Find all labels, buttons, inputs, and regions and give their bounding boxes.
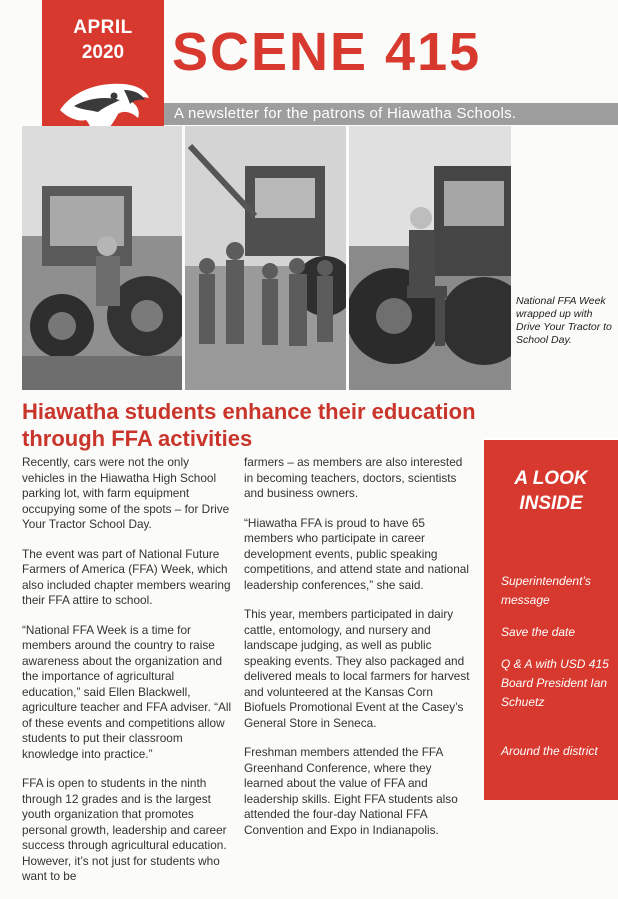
sidebar-item-superintendent: Superintendent’s message [501,574,591,607]
paragraph: The event was part of National Future Farmers of America (FFA) Week, which also included chapter members wearing their FFA attire to school. [22,546,231,607]
sidebar-divider [484,438,618,440]
sidebar-item-around-district: Around the district [501,744,598,758]
paragraph: This year, members participated in dairy cattle, entomology, and nursery and landscape judging, as well as public speaking events. They also packaged and delivered meals to local farmers for harvest and volunteered at the Kansas Corn Biofuels Promotional Event at the Casey’s General Store in Seneca. [244,607,470,730]
photo-caption: National FFA Week wrapped up with Drive Your Tractor to School Day. [516,295,612,346]
photo-student-on-tractor [22,126,182,390]
paragraph: Freshman members attended the FFA Greenhand Conference, where they learned about the value of FFA and leadership skills. Eight FFA students also attended the four-day National FFA Convention and Expo in Indianapolis. [244,745,458,837]
article-column-1 [22,455,234,899]
article-column-2 [244,455,472,852]
issue-year: 2020 [81,42,125,63]
paragraph: “Hiawatha FFA is proud to have 65 members who participate in career development events, public speaking competitions, and attend state and national leadership conferences,” she said. [244,515,469,592]
photo-group-with-sprayer [185,126,346,390]
paragraph: farmers – as members are also interested in becoming teachers, doctors, scientists and business owners. [244,455,463,500]
paragraph: FFA is open to students in the ninth through 12 grades and is the largest youth organization that promotes personal growth, leadership and career success through agricultural education. However, it’s not just for students who want to be [22,776,227,883]
paragraph: “National FFA Week is a time for members around the country to raise awareness about the organization and the importance of agricultural education,” said Ellen Blackwell, agriculture teacher and FFA adviser. “All of these events and competitions allow students to put their classroom knowledge into practice.” [22,622,232,761]
newsletter-title: SCENE 415 [172,22,482,82]
paragraph: Recently, cars were not the only vehicles in the Hiawatha High School parking lot, with farm equipment occupying some of the spots – for Drive Your Tractor School Day. [22,455,230,531]
sidebar-title: A LOOK INSIDE [514,468,588,514]
sidebar-item-save-the-date: Save the date [501,625,576,639]
article-headline: Hiawatha students enhance their education through FFA activities [22,399,476,451]
photo-student-on-big-tractor [349,126,511,390]
sidebar-item-qa: Q & A with USD 415 Board President Ian Schuetz [501,657,609,709]
issue-month: APRIL [73,17,133,38]
newsletter-tagline: A newsletter for the patrons of Hiawatha Schools. [174,105,517,122]
